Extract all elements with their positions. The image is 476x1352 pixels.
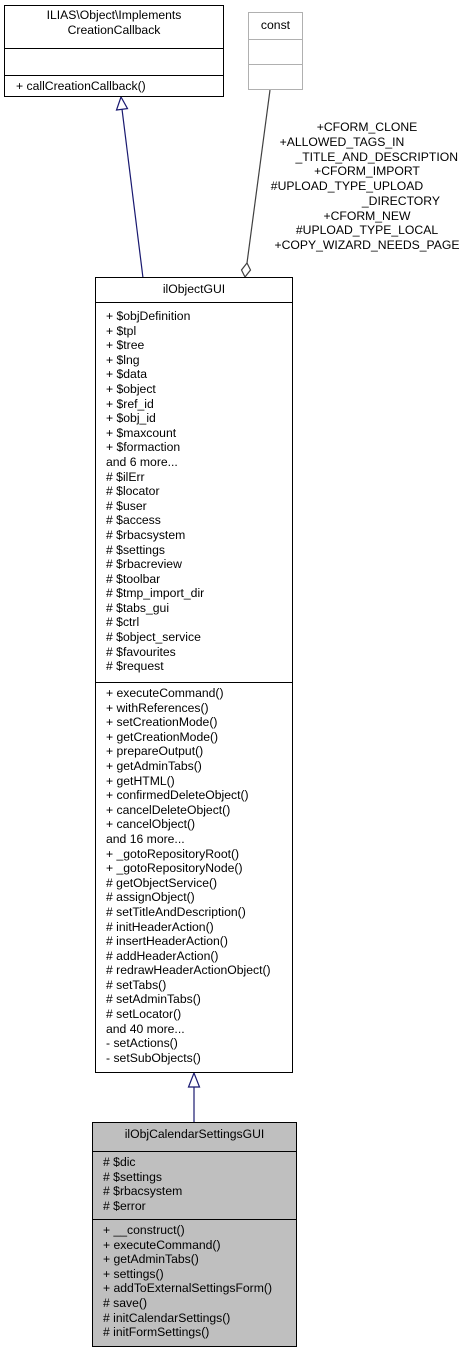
association-label-line: _TITLE_AND_DESCRIPTION [295,150,458,164]
derived-class-box [92,1122,297,1347]
aggregation-diamond-icon [242,263,251,277]
method-line: + setCreationMode() [106,715,218,730]
const-box-attributes [249,39,302,64]
method-line: and 16 more... [106,831,185,846]
method-line: + cancelDeleteObject() [106,802,231,817]
attribute-line: # $tmp_import_dir [106,586,205,601]
attribute-line: # $toolbar [106,571,161,586]
method-line: # setTabs() [106,977,167,992]
method-line: # getObjectService() [106,875,218,890]
attribute-line: + $objDefinition [106,309,191,323]
base-class-attributes [96,302,292,682]
method-line: + callCreationCallback() [16,79,146,93]
method-line: + __construct() [103,1223,185,1237]
method-line: # save() [103,1295,148,1310]
attribute-line: # $error [103,1198,146,1213]
inheritance-edge-interface [122,109,143,278]
association-label-line: +CFORM_NEW [323,209,411,223]
method-line: + settings() [103,1266,164,1281]
attribute-line: + $tpl [106,323,137,338]
attribute-line: # $rbacreview [106,557,182,572]
attribute-line: # $favourites [106,644,176,659]
const-box-methods [249,64,302,90]
method-line: # setLocator() [106,1007,182,1022]
interface-attributes [5,48,223,75]
attribute-line: # $ctrl [106,615,140,630]
method-line: # initFormSettings() [103,1325,210,1340]
method-line: # addHeaderAction() [106,948,219,963]
method-line: - setActions() [106,1036,178,1051]
attribute-line: + $ref_id [106,396,154,411]
attribute-line: + $lng [106,352,140,367]
inheritance-arrow-interface [117,97,128,110]
method-line: + executeCommand() [106,686,224,700]
attribute-line: + $obj_id [106,411,156,426]
association-label-line: #UPLOAD_TYPE_LOCAL [295,223,439,237]
association-label-line: +COPY_WIZARD_NEEDS_PAGE [274,238,460,252]
derived-class-attributes [93,1151,296,1219]
method-line: + getHTML() [106,773,175,788]
attribute-line: + $data [106,367,148,382]
attribute-line: + $tree [106,338,145,353]
method-line: - setSubObjects() [106,1050,201,1065]
attribute-line: # $access [106,513,161,528]
method-line: + cancelObject() [106,817,196,832]
attribute-line: # $ilErr [106,469,145,484]
derived-class-name: ilObjCalendarSettingsGUI [124,1127,265,1141]
class-name-line: CreationCallback [67,23,161,37]
base-class-name: ilObjectGUI [162,282,226,296]
attribute-line: + $formaction [106,440,181,455]
interface-methods [5,75,223,97]
association-label-line: #UPLOAD_TYPE_UPLOAD [270,179,424,193]
method-line: # initHeaderAction() [106,919,214,934]
method-line: + _gotoRepositoryRoot() [106,846,240,861]
base-class-box [95,277,293,1073]
method-line: # redrawHeaderActionObject() [106,963,271,978]
method-line: # insertHeaderAction() [106,934,228,949]
attribute-line: # $settings [106,542,165,557]
association-label-line: +CFORM_IMPORT [314,164,420,178]
base-class-methods [96,682,292,1073]
interface-class-name [5,6,223,48]
attribute-line: # $request [106,659,164,674]
class-name-line: ILIAS\Object\Implements [46,8,182,22]
interface-class-box [4,5,224,97]
const-box-title: const [260,18,291,32]
association-label-line: +CFORM_CLONE [316,120,418,134]
attribute-line: # $rbacsystem [103,1184,183,1199]
attribute-line: and 6 more... [106,454,178,469]
method-line: + getAdminTabs() [103,1252,199,1267]
method-line: # initCalendarSettings() [103,1310,231,1325]
method-line: + withReferences() [106,700,209,715]
attribute-line: # $locator [106,484,160,499]
method-line: + executeCommand() [103,1237,221,1252]
derived-class-methods [93,1219,296,1347]
attribute-line: # $object_service [106,630,201,645]
const-box [248,12,303,90]
association-label-line: +ALLOWED_TAGS_IN [279,135,405,149]
method-line: + getAdminTabs() [106,758,202,773]
method-line: + getCreationMode() [106,729,219,744]
method-line: # assignObject() [106,890,195,905]
method-line: + prepareOutput() [106,744,204,759]
method-line: # setAdminTabs() [106,992,201,1007]
attribute-line: # $user [106,498,147,513]
attribute-line: # $dic [103,1155,136,1169]
attribute-line: + $object [106,381,156,396]
inheritance-arrow-base [189,1073,200,1087]
method-line: + addToExternalSettingsForm() [103,1281,273,1296]
method-line: # setTitleAndDescription() [106,904,246,919]
attribute-line: # $tabs_gui [106,600,170,615]
association-label [262,120,472,256]
method-line: and 40 more... [106,1021,185,1036]
attribute-line: # $settings [103,1169,162,1184]
method-line: + _gotoRepositoryNode() [106,861,243,876]
method-line: + confirmedDeleteObject() [106,788,249,803]
association-label-line: _DIRECTORY [361,194,440,208]
attribute-line: # $rbacsystem [106,527,186,542]
attribute-line: + $maxcount [106,425,177,440]
